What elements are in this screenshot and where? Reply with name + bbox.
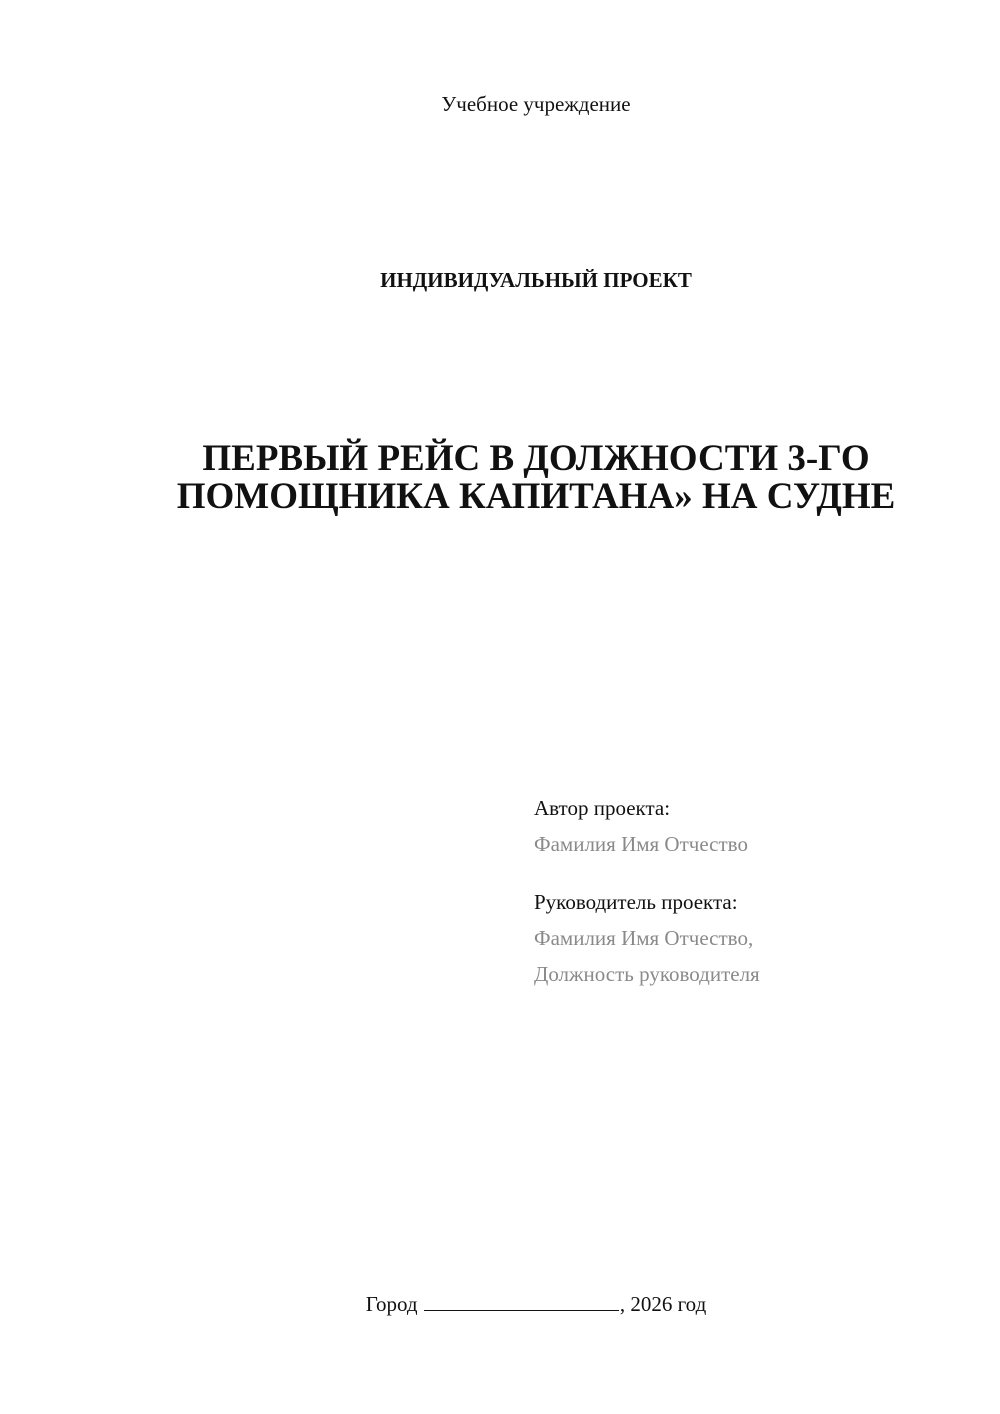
project-meta-block [534,790,974,992]
project-title-line-1: ПЕРВЫЙ РЕЙС В ДОЛЖНОСТИ 3-ГО [202,438,870,479]
supervisor-name: Фамилия Имя Отчество, [534,926,754,950]
institution-name: Учебное учреждение [441,92,631,116]
author-label: Автор проекта: [534,796,671,820]
project-title [0,440,1000,516]
city-year-line [0,1292,1000,1317]
city-blank-field [424,1292,619,1311]
project-title-line-2: ПОМОЩНИКА КАПИТАНА» НА СУДНЕ [176,476,896,517]
supervisor-label: Руководитель проекта: [534,890,738,914]
supervisor-position: Должность руководителя [534,962,760,986]
author-name: Фамилия Имя Отчество [534,832,748,856]
meta-spacer [534,862,974,884]
year-text: , 2026 год [619,1292,707,1316]
document-type: ИНДИВИДУАЛЬНЫЙ ПРОЕКТ [380,268,692,292]
city-label: Город [365,1292,418,1316]
